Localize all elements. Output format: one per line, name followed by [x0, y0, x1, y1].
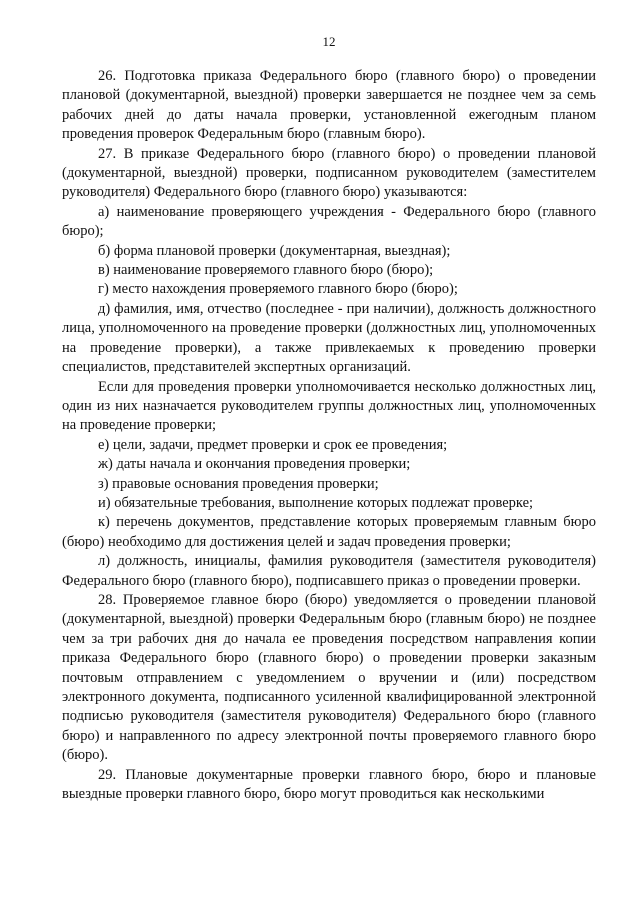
document-body [62, 67, 596, 804]
list-item-i: и) обязательные требования, выполнение которых подлежат проверке; [98, 494, 534, 511]
list-item-b: б) форма плановой проверки (документарная, выездная); [98, 242, 451, 259]
document-page [62, 0, 596, 905]
paragraph-27: 27. В приказе Федерального бюро (главного бюро) о проведении плановой (документарной, выездной) проверки, подписанном руководителем (заместителем руководителя) Федерального бюро (главного бюро) указываются: [62, 145, 596, 201]
list-item-z: з) правовые основания проведения проверки; [98, 475, 379, 492]
list-item-d: д) фамилия, имя, отчество (последнее - при наличии), должность должностного лица, уполномоченного на проведение проверки (должностных лиц, уполномоченных на проведение проверки), а также привлекаемых к проведению проверки специалистов, представителей экспертных организаций. [62, 300, 596, 376]
paragraph-29: 29. Плановые документарные проверки главного бюро, бюро и плановые выездные проверки главного бюро, бюро могут проводиться как несколькими [62, 766, 596, 803]
list-item-zh: ж) даты начала и окончания проведения проверки; [98, 456, 411, 473]
list-item-v: в) наименование проверяемого главного бюро (бюро); [98, 262, 434, 279]
paragraph-group-lead: Если для проведения проверки уполномочивается несколько должностных лиц, один из них назначается руководителем группы должностных лиц, уполномоченных на проведение проверки; [62, 378, 596, 434]
page-number: 12 [322, 34, 336, 49]
list-item-g: г) место нахождения проверяемого главного бюро (бюро); [98, 281, 458, 298]
paragraph-26: 26. Подготовка приказа Федерального бюро (главного бюро) о проведении плановой (документарной, выездной) проверки завершается не позднее чем за семь рабочих дней до даты начала проверки, установленной ежегодным планом проведения проверок Федеральным бюро (главным бюро). [62, 68, 596, 143]
list-item-a: а) наименование проверяющего учреждения - Федерального бюро (главного бюро); [62, 203, 596, 240]
list-item-e: е) цели, задачи, предмет проверки и срок ее проведения; [98, 436, 448, 453]
list-item-k: к) перечень документов, представление которых проверяемым главным бюро (бюро) необходимо для достижения целей и задач проведения проверки; [62, 514, 596, 550]
list-item-l: л) должность, инициалы, фамилия руководителя (заместителя руководителя) Федерального бюро (главного бюро), подписавшего приказ о проведении проверки. [62, 553, 596, 589]
paragraph-28: 28. Проверяемое главное бюро (бюро) уведомляется о проведении плановой (документарной, выездной) проверки Федеральным бюро (главным бюро) не позднее чем за три рабочих дня до начала ее проведения посредством направления копии приказа Федерального бюро (главного бюро) о проведении проверки заказным почтовым отправлением с уведомлением о вручении и (или) посредством электронного документа, подписанного усиленной квалифицированной электронной подписью руководителя (заместителя руководителя) Федерального бюро (главного бюро) и направленного по адресу электронной почты проверяемого главного бюро (бюро). [62, 591, 596, 764]
